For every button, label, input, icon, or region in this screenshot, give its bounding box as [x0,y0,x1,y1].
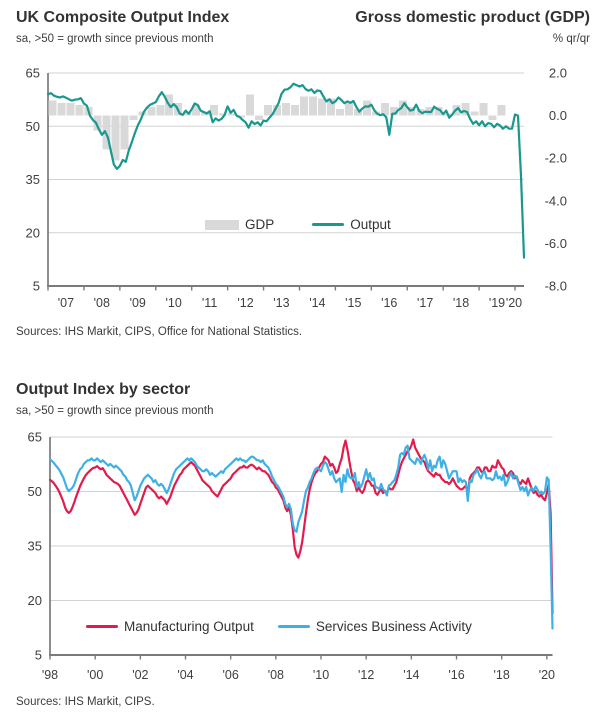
chart1-right-title: Gross domestic product (GDP) [355,9,590,26]
chart2-title: Output Index by sector [16,381,191,398]
chart1-sources: Sources: IHS Markit, CIPS, Office for National Statistics. [16,326,303,338]
chart1-legend [205,217,391,232]
x-tick-label: '08 [267,668,284,682]
x-tick-label: '14 [403,668,420,682]
legend-label: Services Business Activity [315,619,472,634]
y-tick-label: 65 [27,429,42,445]
gdp-bar [75,105,83,116]
gdp-bar [282,103,290,116]
y-tick-label: 5 [34,647,42,663]
gdp-bar [156,105,164,116]
right-y-tick-label: -8.0 [544,278,567,294]
gdp-bar [264,105,272,116]
x-tick-label: '08 [93,296,110,310]
output-legend-swatch [312,223,344,227]
gdp-bar [318,99,326,116]
services-business-activity-legend-swatch [278,625,310,629]
x-tick-label: '07 [57,296,75,310]
gdp-bar [480,103,488,116]
x-tick-label: '16 [448,668,465,682]
gdp-bar [336,109,344,115]
right-y-tick-label: -6.0 [544,235,567,251]
services-business-activity-line [50,446,553,629]
y-tick-label: 20 [25,225,40,241]
x-tick-label: '16 [381,296,398,310]
right-y-tick-label: 2.0 [548,65,567,81]
y-tick-label: 35 [25,172,40,187]
gdp-bar [49,101,57,116]
right-y-tick-label: 0.0 [548,108,567,124]
x-tick-label: '10 [312,668,330,682]
legend-label: Output [350,217,391,232]
chart1-title: UK Composite Output Index [16,9,230,26]
x-tick-label: '11 [201,296,218,310]
gdp-legend-swatch [205,220,239,230]
x-tick-label: '15 [345,296,362,310]
manufacturing-output-legend-swatch [86,625,118,629]
gdp-bar [255,116,263,120]
chart2-legend [86,619,472,634]
chart1-subtitle: sa, >50 = growth since previous month [16,33,214,45]
gdp-bar [471,111,479,115]
y-tick-label: 65 [25,65,40,81]
legend-label: Manufacturing Output [124,619,254,634]
gdp-bar [489,116,497,120]
gdp-bar [111,116,119,161]
legend-label: GDP [245,217,275,232]
y-tick-label: 50 [27,484,42,499]
x-tick-label: '13 [273,296,290,310]
manufacturing-output-line [50,440,553,614]
gdp-bar [309,96,317,115]
gdp-bar [120,116,128,150]
x-tick-label: '14 [309,296,326,310]
chart1-right-subtitle: % qr/qr [552,33,590,45]
x-tick-label: '12 [358,668,375,682]
x-tick-label: '20 [538,668,556,682]
x-tick-label: '12 [237,296,254,310]
x-tick-label: '00 [87,668,104,682]
gdp-bar [291,105,299,116]
chart2-sources: Sources: IHS Markit, CIPS. [16,696,155,708]
gdp-bar [129,116,137,120]
x-tick-label: '04 [177,668,194,682]
x-tick-label: '98 [41,668,59,682]
gdp-bar [147,107,155,116]
gdp-bar [58,103,66,116]
x-tick-label: '02 [132,668,149,682]
x-tick-label: '19 [488,296,506,310]
y-tick-label: 5 [32,278,40,294]
gdp-bar [498,105,506,116]
chart2-subtitle: sa, >50 = growth since previous month [16,405,214,417]
gdp-bar [67,103,75,116]
gdp-bar [345,103,353,116]
gdp-bar [300,96,308,115]
x-tick-label: '09 [129,296,146,310]
x-tick-label: '18 [493,668,510,682]
y-tick-label: 35 [27,538,42,554]
x-tick-label: '10 [165,296,182,310]
y-tick-label: 50 [25,118,40,134]
x-tick-label: '20 [505,296,523,310]
gdp-bar [246,94,254,115]
x-tick-label: '06 [222,668,239,682]
x-tick-label: '18 [452,296,470,310]
right-y-tick-label: -2.0 [544,150,567,166]
right-y-tick-label: -4.0 [544,193,567,209]
y-tick-label: 20 [27,593,42,608]
x-tick-label: '17 [416,296,434,310]
